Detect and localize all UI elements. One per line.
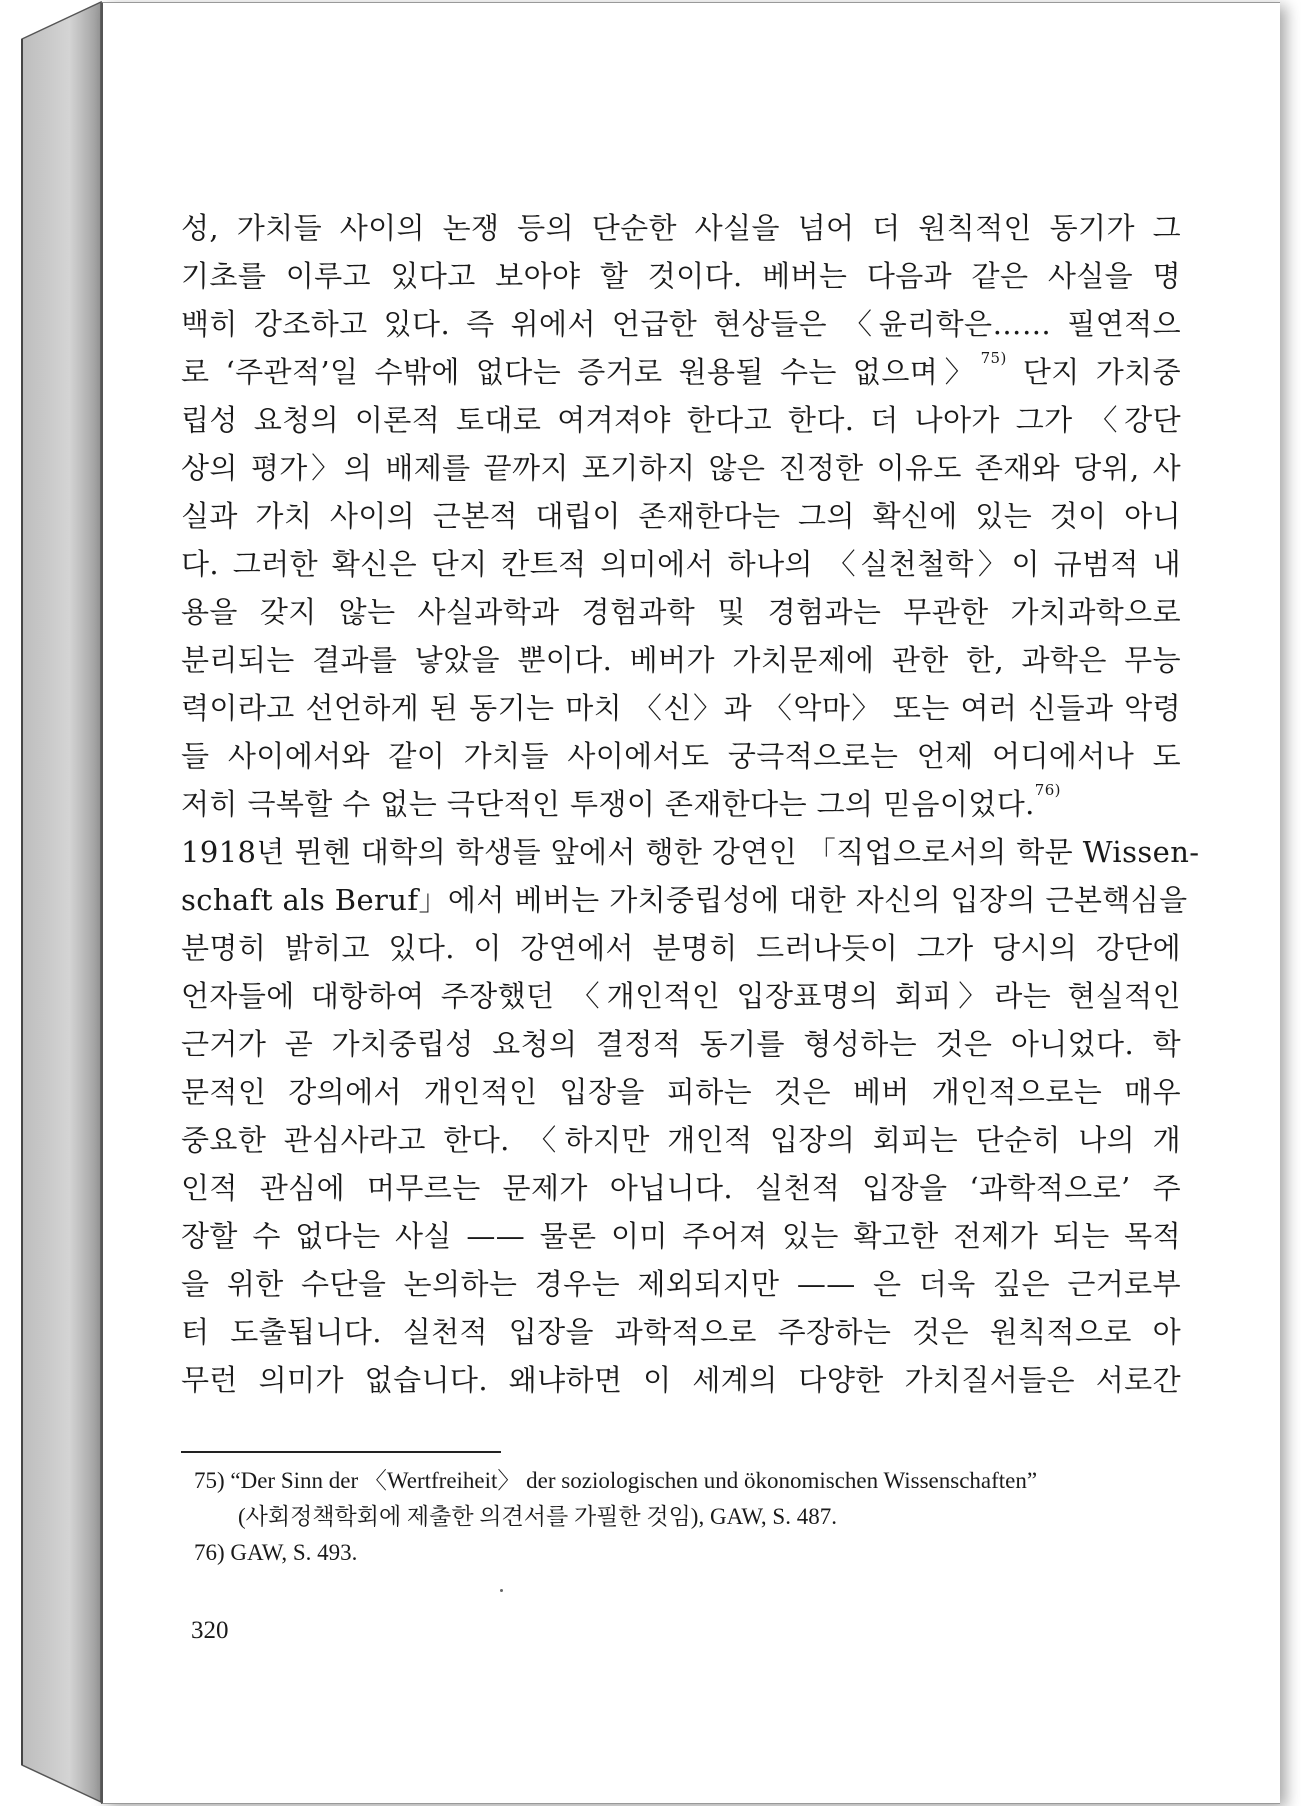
body-line-5: 립성 요청의 이론적 토대로 여겨져야 한다고 한다. 더 나아가 그가 〈강단	[181, 403, 1181, 437]
body-line-11: 력이라고 선언하게 된 동기는 마치 〈신〉과 〈악마〉 또는 여러 신들과 악령	[181, 691, 1181, 725]
body-line-20: 중요한 관심사라고 한다. 〈하지만 개인적 입장의 회피는 단순히 나의 개	[181, 1123, 1181, 1157]
footnote-divider	[181, 1451, 501, 1453]
footnotes	[194, 1463, 1184, 1571]
footnote-75-line-2	[194, 1499, 1184, 1535]
speck	[500, 1589, 503, 1592]
footnote-ref-76: 76)	[1034, 781, 1061, 799]
body-line-23: 을 위한 수단을 논의하는 경우는 제외되지만 —— 은 더욱 깊은 근거로부	[181, 1267, 1181, 1301]
body-line-25: 무런 의미가 없습니다. 왜냐하면 이 세계의 다양한 가치질서들은 서로간	[181, 1363, 1181, 1397]
body-line-10: 분리되는 결과를 낳았을 뿐이다. 베버가 가치문제에 관한 한, 과학은 무능	[181, 643, 1181, 677]
body-line-8: 다. 그러한 확신은 단지 칸트적 의미에서 하나의 〈실천철학〉이 규범적 내	[181, 547, 1181, 581]
body-line-14: 1918년 뮌헨 대학의 학생들 앞에서 행한 강연인 「직업으로서의 학문 Wissen-	[181, 835, 1200, 869]
body-text	[181, 204, 1200, 1404]
body-line-9: 용을 갖지 않는 사실과학과 경험과학 및 경험과는 무관한 가치과학으로	[181, 595, 1181, 629]
body-line-7: 실과 가치 사이의 근본적 대립이 존재한다는 그의 확신에 있는 것이 아니	[181, 499, 1181, 533]
page-number: 320	[191, 1617, 229, 1644]
body-line-3: 백히 강조하고 있다. 즉 위에서 언급한 현상들은 〈윤리학은…… 필연적으	[181, 307, 1181, 341]
body-line-21: 인적 관심에 머무르는 문제가 아닙니다. 실천적 입장을 ‘과학적으로’ 주	[181, 1171, 1181, 1205]
footnote-ref-75: 75)	[980, 349, 1007, 367]
body-line-2: 기초를 이루고 있다고 보아야 할 것이다. 베버는 다음과 같은 사실을 명	[181, 259, 1181, 293]
body-line-4-tail: 단지 가치중	[1006, 355, 1182, 389]
footnote-75-line-2-text: (사회정책학회에 제출한 의견서를 가필한 것임), GAW, S. 487.	[238, 1504, 837, 1529]
body-line-15: schaft als Beruf」에서 베버는 가치중립성에 대한 자신의 입장의 근본핵심을	[181, 883, 1188, 917]
body-line-22: 장할 수 없다는 사실 —— 물론 이미 주어져 있는 확고한 전제가 되는 목적	[181, 1219, 1181, 1253]
body-line-13	[181, 780, 1181, 828]
body-line-19: 문적인 강의에서 개인적인 입장을 피하는 것은 베버 개인적으로는 매우	[181, 1075, 1181, 1109]
body-line-4-text: 로 ‘주관적’일 수밖에 없다는 증거로 원용될 수는 없으며〉	[181, 355, 981, 389]
body-line-24: 터 도출됩니다. 실천적 입장을 과학적으로 주장하는 것은 원칙적으로 아	[181, 1315, 1181, 1349]
body-line-6: 상의 평가〉의 배제를 끝까지 포기하지 않은 진정한 이유도 존재와 당위, 사	[181, 451, 1181, 485]
body-line-13-text: 저히 극복할 수 없는 극단적인 투쟁이 존재한다는 그의 믿음이었다.	[181, 787, 1035, 821]
body-line-1: 성, 가치들 사이의 논쟁 등의 단순한 사실을 넘어 더 원칙적인 동기가 그	[181, 211, 1181, 245]
body-line-16: 분명히 밝히고 있다. 이 강연에서 분명히 드러나듯이 그가 당시의 강단에	[181, 931, 1181, 965]
footnote-76: 76) GAW, S. 493.	[194, 1540, 358, 1565]
body-line-4	[181, 348, 1181, 396]
body-line-17: 언자들에 대항하여 주장했던 〈개인적인 입장표명의 회피〉라는 현실적인	[181, 979, 1181, 1013]
body-line-12: 들 사이에서와 같이 가치들 사이에서도 궁극적으로는 언제 어디에서나 도	[181, 739, 1181, 773]
footnote-75-line-1: 75) “Der Sinn der 〈Wertfreiheit〉 der soziologischen und ökonomischen Wissenschaften”	[194, 1468, 1038, 1493]
body-line-18: 근거가 곧 가치중립성 요청의 결정적 동기를 형성하는 것은 아니었다. 학	[181, 1027, 1181, 1061]
